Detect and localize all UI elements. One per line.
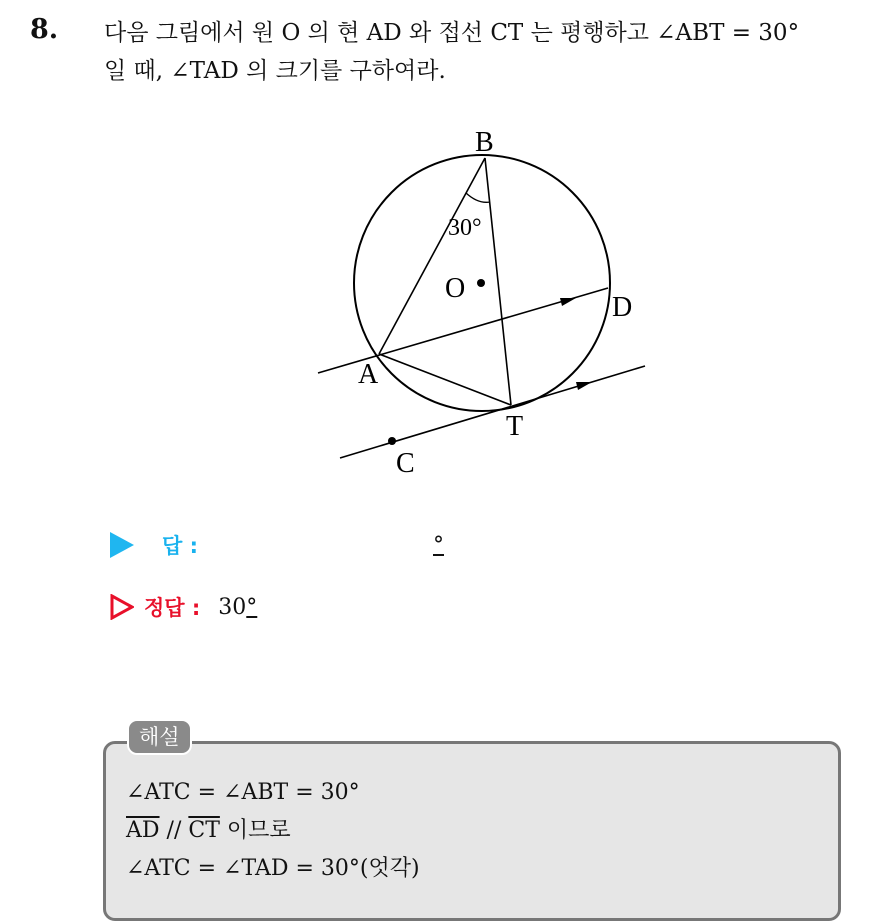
answer-row xyxy=(110,530,444,560)
question-line-1: 다음 그림에서 원 O 의 현 AD 와 접선 CT 는 평행하고 ∠ABT = 30° xyxy=(104,20,800,46)
correct-row xyxy=(110,592,257,622)
label-a: A xyxy=(358,359,379,390)
geometry-figure xyxy=(310,118,655,490)
explanation-line-2 xyxy=(126,812,420,850)
label-o: O xyxy=(445,273,466,304)
explanation-line-3: ∠ATC = ∠TAD = 30°(엇각) xyxy=(126,856,420,881)
segment-bt xyxy=(485,158,511,405)
answer-unit: ° xyxy=(433,532,444,558)
question-text xyxy=(104,14,874,90)
explanation-line-2-tail: 이므로 xyxy=(226,818,291,843)
correct-value: 30 xyxy=(218,594,247,620)
label-angle: 30° xyxy=(448,215,482,241)
segment-ad-text: $\overline{AD}$ xyxy=(126,818,160,843)
angle-arc xyxy=(466,193,490,202)
label-t: T xyxy=(506,411,524,442)
point-c xyxy=(388,437,396,445)
label-c: C xyxy=(396,448,415,479)
arrow-ct-icon xyxy=(576,382,592,390)
parallel-symbol: // xyxy=(166,818,182,843)
explanation-tab: 해설 xyxy=(127,719,192,755)
arrow-ad-icon xyxy=(560,298,576,306)
tangent-ct xyxy=(340,366,645,458)
explanation-line-1: ∠ATC = ∠ABT = 30° xyxy=(126,780,360,805)
question-number: 8. xyxy=(30,14,59,45)
answer-label: 답 : xyxy=(162,534,198,558)
correct-unit: ° xyxy=(246,594,258,620)
label-d: D xyxy=(612,292,633,323)
play-outline-icon xyxy=(110,594,134,620)
question-line-2: 일 때, ∠TAD 의 크기를 구하여라. xyxy=(104,58,446,84)
point-o xyxy=(477,279,485,287)
segment-ct-text: $\overline{CT}$ xyxy=(188,818,220,843)
segment-ab xyxy=(379,158,485,354)
play-filled-icon xyxy=(110,532,134,558)
correct-label: 정답 : xyxy=(144,596,201,620)
explanation-text xyxy=(126,774,420,888)
label-b: B xyxy=(475,127,494,158)
